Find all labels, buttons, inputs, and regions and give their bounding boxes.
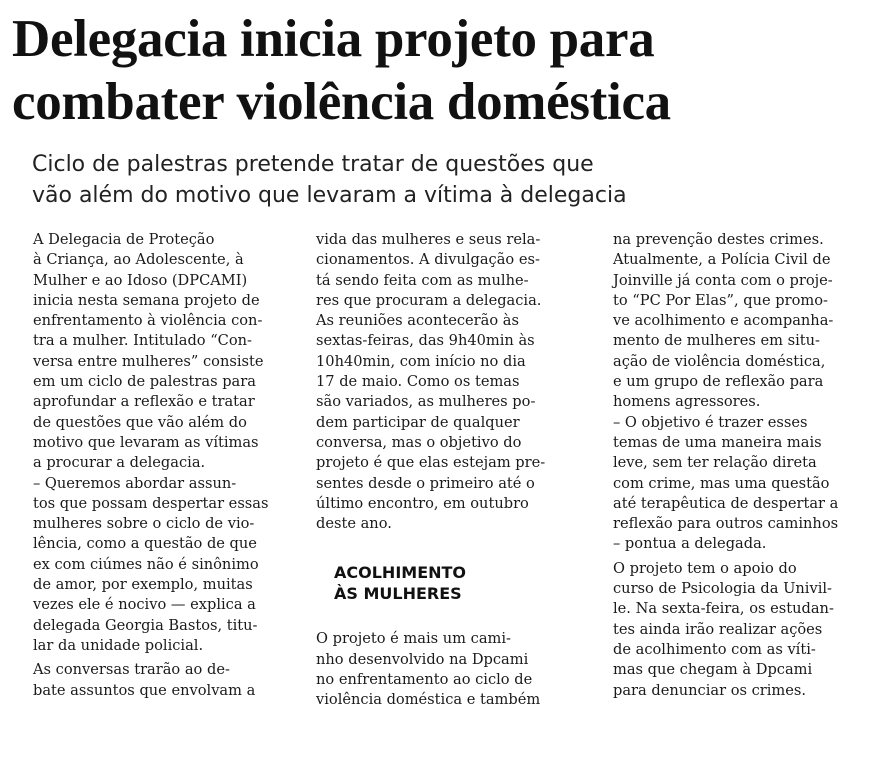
text-line: até terapêutica de despertar a — [613, 494, 839, 512]
text-line: tos que possam despertar essas — [33, 494, 269, 512]
text-line: à Criança, ao Adolescente, à — [33, 251, 244, 269]
body-column-1 — [33, 230, 295, 701]
text-line: 10h40min, com início no dia — [316, 352, 526, 370]
text-line: dem participar de qualquer — [316, 413, 520, 431]
text-line: As conversas trarão ao de- — [33, 661, 230, 679]
text-line: vezes ele é nocivo — explica a — [33, 596, 256, 614]
text-line: e um grupo de reflexão para — [613, 373, 824, 391]
text-line: lar da unidade policial. — [33, 636, 204, 654]
text-line: de acolhimento com as víti- — [613, 640, 816, 658]
text-line: to “PC Por Elas”, que promo- — [613, 291, 828, 309]
text-line: curso de Psicologia da Univil- — [613, 580, 832, 598]
text-line: mento de mulheres em situ- — [613, 332, 820, 350]
text-line: são variados, as mulheres po- — [316, 393, 536, 411]
text-line: res que procuram a delegacia. — [316, 291, 542, 309]
subtitle — [32, 149, 882, 211]
text-line: vida das mulheres e seus rela- — [316, 231, 541, 248]
text-line: a procurar a delegacia. — [33, 454, 206, 472]
text-line: enfrentamento à violência con- — [33, 312, 263, 330]
text-line: na prevenção destes crimes. — [613, 231, 824, 248]
text-line: – pontua a delegada. — [613, 535, 767, 553]
text-line: para denunciar os crimes. — [613, 681, 807, 699]
text-line: ve acolhimento e acompanha- — [613, 312, 834, 330]
text-line: motivo que levaram as vítimas — [33, 433, 259, 451]
subtitle-line: Ciclo de palestras pretende tratar de questões que — [32, 152, 594, 177]
text-line: no enfrentamento ao ciclo de — [316, 671, 533, 689]
text-line: leve, sem ter relação direta — [613, 454, 817, 472]
text-line: – Queremos abordar assun- — [33, 474, 237, 492]
text-line: nho desenvolvido na Dpcami — [316, 650, 529, 668]
text-line: em um ciclo de palestras para — [33, 373, 256, 391]
text-line: As reuniões acontecerão às — [316, 312, 519, 330]
text-line: tra a mulher. Intitulado “Con- — [33, 332, 252, 350]
text-line: de amor, por exemplo, muitas — [33, 576, 253, 594]
text-line: projeto é que elas estejam pre- — [316, 454, 546, 472]
text-line: – O objetivo é trazer esses — [613, 413, 808, 431]
text-line: reflexão para outros caminhos — [613, 515, 839, 533]
text-line: Joinville já conta com o proje- — [613, 271, 833, 289]
text-line: temas de uma maneira mais — [613, 433, 822, 451]
text-line: delegada Georgia Bastos, titu- — [33, 616, 258, 634]
text-line: homens agressores. — [613, 393, 761, 411]
text-line: mas que chegam à Dpcami — [613, 661, 813, 679]
body-column-2 — [316, 230, 578, 711]
subhead-line: ACOLHIMENTO — [334, 563, 467, 583]
text-line: conversa, mas o objetivo do — [316, 433, 522, 451]
text-line: lência, como a questão de que — [33, 535, 257, 553]
text-line: último encontro, em outubro — [316, 494, 529, 512]
section-subhead — [334, 562, 578, 604]
text-line: cionamentos. A divulgação es- — [316, 251, 540, 269]
text-line: tá sendo feita com as mulhe- — [316, 271, 529, 289]
text-line: ex com ciúmes não é sinônimo — [33, 555, 259, 573]
text-line: ação de violência doméstica, — [613, 352, 826, 370]
headline — [12, 8, 887, 134]
text-line: sentes desde o primeiro até o — [316, 474, 535, 492]
text-line: 17 de maio. Como os temas — [316, 373, 520, 391]
text-line: le. Na sexta-feira, os estudan- — [613, 600, 834, 618]
text-line: Atualmente, a Polícia Civil de — [613, 251, 831, 269]
text-line: mulheres sobre o ciclo de vio- — [33, 515, 255, 533]
text-line: tes ainda irão realizar ações — [613, 620, 823, 638]
text-line: O projeto tem o apoio do — [613, 559, 797, 577]
text-line: Mulher e ao Idoso (DPCAMI) — [33, 271, 248, 289]
text-line: sextas-feiras, das 9h40min às — [316, 332, 535, 350]
subhead-line: ÀS MULHERES — [334, 584, 462, 604]
text-line: deste ano. — [316, 515, 392, 533]
text-line: versa entre mulheres” consiste — [33, 352, 264, 370]
text-line: com crime, mas uma questão — [613, 474, 830, 492]
text-line: O projeto é mais um cami- — [316, 630, 511, 648]
headline-line: Delegacia inicia projeto para — [12, 10, 655, 68]
text-line: inicia nesta semana projeto de — [33, 291, 260, 309]
text-line: violência doméstica e também — [316, 691, 541, 709]
text-line: A Delegacia de Proteção — [33, 231, 215, 248]
text-line: bate assuntos que envolvam a — [33, 681, 256, 699]
body-column-3 — [613, 230, 885, 701]
text-line: de questões que vão além do — [33, 413, 247, 431]
subtitle-line: vão além do motivo que levaram a vítima à delegacia — [32, 183, 627, 208]
headline-line: combater violência doméstica — [12, 73, 671, 131]
text-line: aprofundar a reflexão e tratar — [33, 393, 255, 411]
